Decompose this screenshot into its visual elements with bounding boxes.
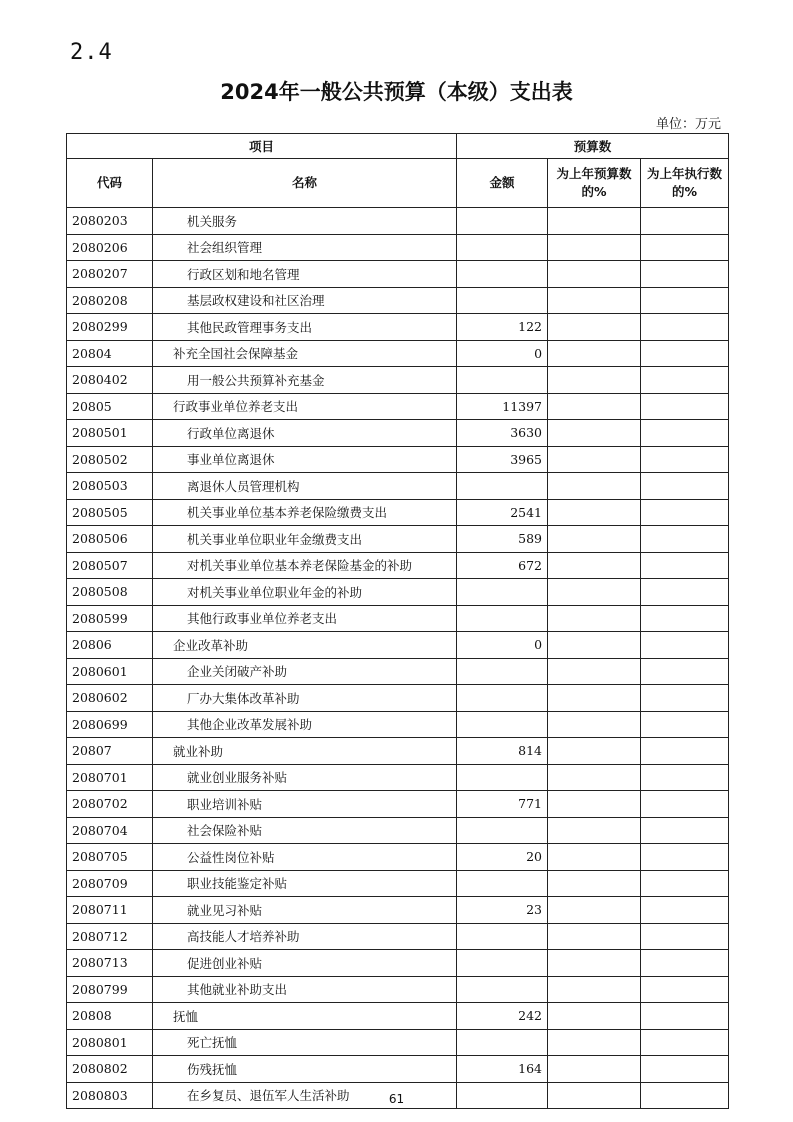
row-pct-prev-budget bbox=[548, 446, 641, 473]
row-pct-prev-exec bbox=[641, 923, 729, 950]
table-row bbox=[67, 923, 729, 950]
row-amount: 2541 bbox=[457, 499, 548, 526]
row-amount bbox=[457, 473, 548, 500]
row-pct-prev-budget bbox=[548, 393, 641, 420]
row-amount bbox=[457, 658, 548, 685]
table-row bbox=[67, 499, 729, 526]
table-row bbox=[67, 420, 729, 447]
row-name: 其他企业改革发展补助 bbox=[153, 711, 457, 738]
table-row bbox=[67, 817, 729, 844]
table-row bbox=[67, 738, 729, 765]
row-pct-prev-budget bbox=[548, 579, 641, 606]
table-row bbox=[67, 526, 729, 553]
table-row bbox=[67, 314, 729, 341]
row-name: 补充全国社会保障基金 bbox=[153, 340, 457, 367]
row-amount: 589 bbox=[457, 526, 548, 553]
row-pct-prev-exec bbox=[641, 950, 729, 977]
row-pct-prev-exec bbox=[641, 526, 729, 553]
row-name: 就业补助 bbox=[153, 738, 457, 765]
row-code: 2080508 bbox=[67, 579, 153, 606]
row-pct-prev-budget bbox=[548, 897, 641, 924]
row-pct-prev-budget bbox=[548, 976, 641, 1003]
row-amount: 122 bbox=[457, 314, 548, 341]
row-pct-prev-budget bbox=[548, 1029, 641, 1056]
row-name: 其他就业补助支出 bbox=[153, 976, 457, 1003]
row-pct-prev-budget bbox=[548, 950, 641, 977]
row-pct-prev-budget bbox=[548, 499, 641, 526]
header-name: 名称 bbox=[153, 159, 457, 208]
table-body bbox=[67, 208, 729, 1109]
row-pct-prev-budget bbox=[548, 870, 641, 897]
table-row bbox=[67, 685, 729, 712]
table-row bbox=[67, 1056, 729, 1083]
row-code: 2080601 bbox=[67, 658, 153, 685]
row-amount bbox=[457, 923, 548, 950]
header-item: 项目 bbox=[67, 134, 457, 159]
row-pct-prev-exec bbox=[641, 446, 729, 473]
table-row bbox=[67, 473, 729, 500]
row-pct-prev-exec bbox=[641, 499, 729, 526]
row-code: 2080799 bbox=[67, 976, 153, 1003]
row-code: 2080502 bbox=[67, 446, 153, 473]
header-row-1 bbox=[67, 134, 729, 159]
row-code: 2080699 bbox=[67, 711, 153, 738]
row-pct-prev-exec bbox=[641, 685, 729, 712]
row-pct-prev-budget bbox=[548, 817, 641, 844]
row-name: 行政区划和地名管理 bbox=[153, 261, 457, 288]
table-row bbox=[67, 579, 729, 606]
row-code: 2080299 bbox=[67, 314, 153, 341]
row-name: 机关服务 bbox=[153, 208, 457, 235]
row-amount: 0 bbox=[457, 340, 548, 367]
row-code: 2080702 bbox=[67, 791, 153, 818]
row-name: 死亡抚恤 bbox=[153, 1029, 457, 1056]
table-row bbox=[67, 976, 729, 1003]
row-pct-prev-exec bbox=[641, 897, 729, 924]
row-pct-prev-budget bbox=[548, 526, 641, 553]
row-pct-prev-exec bbox=[641, 817, 729, 844]
row-name: 在乡复员、退伍军人生活补助 bbox=[153, 1082, 457, 1109]
row-pct-prev-budget bbox=[548, 738, 641, 765]
row-code: 20804 bbox=[67, 340, 153, 367]
table-row bbox=[67, 950, 729, 977]
row-name: 社会保险补贴 bbox=[153, 817, 457, 844]
row-pct-prev-budget bbox=[548, 1056, 641, 1083]
row-pct-prev-exec bbox=[641, 738, 729, 765]
table-row bbox=[67, 658, 729, 685]
row-name: 就业创业服务补贴 bbox=[153, 764, 457, 791]
row-name: 对机关事业单位职业年金的补助 bbox=[153, 579, 457, 606]
row-pct-prev-exec bbox=[641, 764, 729, 791]
row-pct-prev-exec bbox=[641, 208, 729, 235]
table-row bbox=[67, 791, 729, 818]
table-row bbox=[67, 870, 729, 897]
row-amount bbox=[457, 234, 548, 261]
row-amount: 3630 bbox=[457, 420, 548, 447]
table-row bbox=[67, 897, 729, 924]
row-name: 企业改革补助 bbox=[153, 632, 457, 659]
row-amount bbox=[457, 976, 548, 1003]
row-code: 2080503 bbox=[67, 473, 153, 500]
row-pct-prev-budget bbox=[548, 791, 641, 818]
row-pct-prev-exec bbox=[641, 287, 729, 314]
row-name: 机关事业单位职业年金缴费支出 bbox=[153, 526, 457, 553]
row-pct-prev-exec bbox=[641, 605, 729, 632]
section-number: 2.4 bbox=[70, 40, 113, 65]
row-code: 2080203 bbox=[67, 208, 153, 235]
row-pct-prev-budget bbox=[548, 923, 641, 950]
table-row bbox=[67, 1029, 729, 1056]
header-row-2 bbox=[67, 159, 729, 208]
row-pct-prev-budget bbox=[548, 287, 641, 314]
row-name: 行政单位离退休 bbox=[153, 420, 457, 447]
row-pct-prev-budget bbox=[548, 764, 641, 791]
row-name: 其他行政事业单位养老支出 bbox=[153, 605, 457, 632]
row-amount: 0 bbox=[457, 632, 548, 659]
table-row bbox=[67, 234, 729, 261]
row-pct-prev-budget bbox=[548, 658, 641, 685]
unit-label: 单位：万元 bbox=[655, 117, 721, 132]
table-row bbox=[67, 711, 729, 738]
row-code: 2080206 bbox=[67, 234, 153, 261]
row-name: 其他民政管理事务支出 bbox=[153, 314, 457, 341]
row-name: 行政事业单位养老支出 bbox=[153, 393, 457, 420]
row-code: 2080802 bbox=[67, 1056, 153, 1083]
row-code: 2080803 bbox=[67, 1082, 153, 1109]
row-pct-prev-budget bbox=[548, 552, 641, 579]
row-code: 2080701 bbox=[67, 764, 153, 791]
row-amount bbox=[457, 950, 548, 977]
row-pct-prev-budget bbox=[548, 340, 641, 367]
row-amount bbox=[457, 579, 548, 606]
row-name: 对机关事业单位基本养老保险基金的补助 bbox=[153, 552, 457, 579]
table-row bbox=[67, 1003, 729, 1030]
row-code: 2080711 bbox=[67, 897, 153, 924]
row-amount bbox=[457, 287, 548, 314]
row-pct-prev-exec bbox=[641, 632, 729, 659]
row-pct-prev-budget bbox=[548, 844, 641, 871]
header-amount: 金额 bbox=[457, 159, 548, 208]
row-pct-prev-budget bbox=[548, 314, 641, 341]
row-pct-prev-budget bbox=[548, 261, 641, 288]
table-row bbox=[67, 446, 729, 473]
header-pct-prev-exec: 为上年执行数的% bbox=[641, 159, 729, 208]
row-pct-prev-exec bbox=[641, 552, 729, 579]
row-name: 伤残抚恤 bbox=[153, 1056, 457, 1083]
row-amount: 771 bbox=[457, 791, 548, 818]
row-pct-prev-budget bbox=[548, 685, 641, 712]
row-amount: 11397 bbox=[457, 393, 548, 420]
header-pct-prev-budget: 为上年预算数的% bbox=[548, 159, 641, 208]
row-pct-prev-exec bbox=[641, 579, 729, 606]
row-pct-prev-budget bbox=[548, 367, 641, 394]
row-name: 机关事业单位基本养老保险缴费支出 bbox=[153, 499, 457, 526]
row-code: 2080505 bbox=[67, 499, 153, 526]
table-row bbox=[67, 393, 729, 420]
row-code: 2080207 bbox=[67, 261, 153, 288]
row-pct-prev-budget bbox=[548, 473, 641, 500]
row-amount bbox=[457, 764, 548, 791]
table-row bbox=[67, 844, 729, 871]
table-row bbox=[67, 287, 729, 314]
row-code: 2080704 bbox=[67, 817, 153, 844]
row-amount: 164 bbox=[457, 1056, 548, 1083]
page-number: 61 bbox=[388, 1092, 405, 1106]
row-code: 2080507 bbox=[67, 552, 153, 579]
row-pct-prev-exec bbox=[641, 844, 729, 871]
row-pct-prev-exec bbox=[641, 711, 729, 738]
row-pct-prev-budget bbox=[548, 1003, 641, 1030]
row-pct-prev-budget bbox=[548, 234, 641, 261]
row-name: 高技能人才培养补助 bbox=[153, 923, 457, 950]
row-name: 离退休人员管理机构 bbox=[153, 473, 457, 500]
row-code: 2080501 bbox=[67, 420, 153, 447]
row-name: 职业技能鉴定补贴 bbox=[153, 870, 457, 897]
row-name: 事业单位离退休 bbox=[153, 446, 457, 473]
row-pct-prev-exec bbox=[641, 1029, 729, 1056]
row-pct-prev-exec bbox=[641, 791, 729, 818]
row-pct-prev-exec bbox=[641, 870, 729, 897]
row-amount: 672 bbox=[457, 552, 548, 579]
row-amount bbox=[457, 605, 548, 632]
row-pct-prev-exec bbox=[641, 420, 729, 447]
row-pct-prev-exec bbox=[641, 473, 729, 500]
table-row bbox=[67, 632, 729, 659]
row-amount bbox=[457, 208, 548, 235]
row-name: 促进创业补贴 bbox=[153, 950, 457, 977]
page-title: 2024年一般公共预算（本级）支出表 bbox=[220, 80, 573, 104]
row-amount: 242 bbox=[457, 1003, 548, 1030]
row-amount bbox=[457, 1029, 548, 1056]
row-name: 用一般公共预算补充基金 bbox=[153, 367, 457, 394]
budget-table bbox=[66, 133, 729, 1109]
header-budget: 预算数 bbox=[457, 134, 729, 159]
row-name: 抚恤 bbox=[153, 1003, 457, 1030]
row-amount: 814 bbox=[457, 738, 548, 765]
row-pct-prev-budget bbox=[548, 605, 641, 632]
table-row bbox=[67, 552, 729, 579]
row-pct-prev-budget bbox=[548, 420, 641, 447]
row-pct-prev-exec bbox=[641, 261, 729, 288]
row-code: 2080712 bbox=[67, 923, 153, 950]
row-name: 公益性岗位补贴 bbox=[153, 844, 457, 871]
row-code: 2080801 bbox=[67, 1029, 153, 1056]
row-amount: 3965 bbox=[457, 446, 548, 473]
row-name: 厂办大集体改革补助 bbox=[153, 685, 457, 712]
row-code: 2080506 bbox=[67, 526, 153, 553]
row-code: 2080402 bbox=[67, 367, 153, 394]
row-pct-prev-budget bbox=[548, 632, 641, 659]
row-pct-prev-exec bbox=[641, 393, 729, 420]
row-amount: 23 bbox=[457, 897, 548, 924]
row-code: 20806 bbox=[67, 632, 153, 659]
row-amount bbox=[457, 870, 548, 897]
row-name: 就业见习补贴 bbox=[153, 897, 457, 924]
row-name: 企业关闭破产补助 bbox=[153, 658, 457, 685]
row-amount: 20 bbox=[457, 844, 548, 871]
table-row bbox=[67, 764, 729, 791]
row-pct-prev-exec bbox=[641, 976, 729, 1003]
table-row bbox=[67, 261, 729, 288]
row-pct-prev-exec bbox=[641, 367, 729, 394]
row-code: 20805 bbox=[67, 393, 153, 420]
row-name: 职业培训补贴 bbox=[153, 791, 457, 818]
table-row bbox=[67, 208, 729, 235]
row-code: 2080208 bbox=[67, 287, 153, 314]
row-code: 2080709 bbox=[67, 870, 153, 897]
row-code: 20807 bbox=[67, 738, 153, 765]
header-code: 代码 bbox=[67, 159, 153, 208]
row-amount bbox=[457, 711, 548, 738]
row-pct-prev-exec bbox=[641, 340, 729, 367]
row-pct-prev-exec bbox=[641, 314, 729, 341]
row-name: 社会组织管理 bbox=[153, 234, 457, 261]
row-pct-prev-exec bbox=[641, 1003, 729, 1030]
row-pct-prev-exec bbox=[641, 1056, 729, 1083]
row-name: 基层政权建设和社区治理 bbox=[153, 287, 457, 314]
row-amount bbox=[457, 261, 548, 288]
row-amount bbox=[457, 367, 548, 394]
table-row bbox=[67, 367, 729, 394]
table-row bbox=[67, 605, 729, 632]
row-pct-prev-exec bbox=[641, 658, 729, 685]
table-row bbox=[67, 340, 729, 367]
row-pct-prev-budget bbox=[548, 208, 641, 235]
row-code: 2080713 bbox=[67, 950, 153, 977]
row-amount bbox=[457, 817, 548, 844]
row-code: 20808 bbox=[67, 1003, 153, 1030]
row-code: 2080599 bbox=[67, 605, 153, 632]
row-pct-prev-exec bbox=[641, 234, 729, 261]
row-pct-prev-budget bbox=[548, 711, 641, 738]
row-code: 2080602 bbox=[67, 685, 153, 712]
row-code: 2080705 bbox=[67, 844, 153, 871]
row-amount bbox=[457, 685, 548, 712]
